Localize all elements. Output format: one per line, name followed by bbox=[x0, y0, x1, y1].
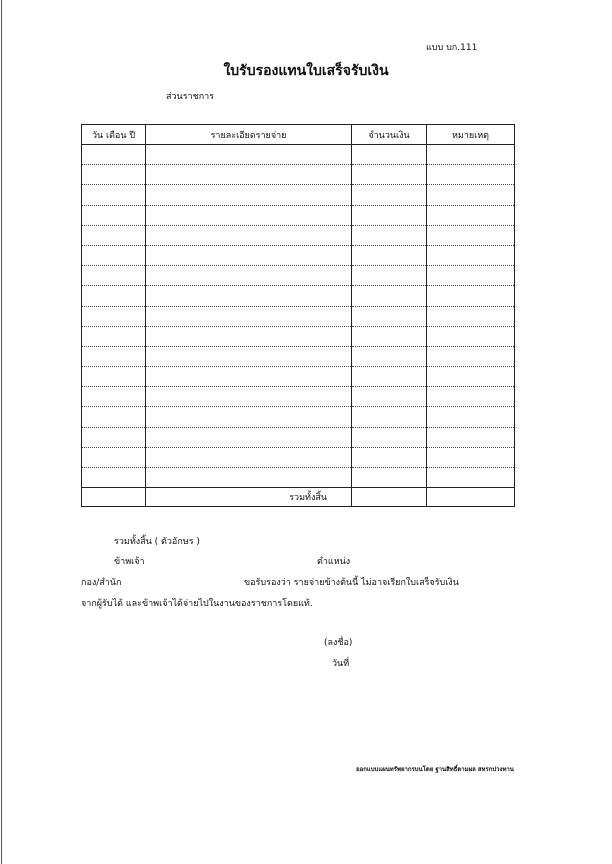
date-cell bbox=[82, 326, 146, 346]
remarks-cell bbox=[427, 145, 515, 165]
details-cell bbox=[146, 286, 352, 306]
table-row bbox=[82, 346, 515, 366]
details-cell bbox=[146, 427, 352, 447]
date-cell bbox=[82, 447, 146, 467]
date-cell bbox=[82, 367, 146, 387]
table-row bbox=[82, 145, 515, 165]
amount-cell bbox=[352, 326, 427, 346]
total-remarks-cell bbox=[427, 488, 515, 507]
remarks-cell bbox=[427, 185, 515, 205]
remarks-cell bbox=[427, 387, 515, 407]
amount-cell bbox=[352, 427, 427, 447]
table-row bbox=[82, 286, 515, 306]
date-cell bbox=[82, 286, 146, 306]
amount-cell bbox=[352, 205, 427, 225]
date-cell bbox=[82, 387, 146, 407]
date-cell bbox=[82, 165, 146, 185]
table-row bbox=[82, 245, 515, 265]
amount-cell bbox=[352, 286, 427, 306]
date-cell bbox=[82, 427, 146, 447]
amount-cell bbox=[352, 306, 427, 326]
remarks-cell bbox=[427, 165, 515, 185]
certify-text-2: จากผู้รับได้ และข้าพเจ้าได้จ่ายไปในงานของราชการโดยแท้. bbox=[81, 599, 313, 609]
table-row bbox=[82, 165, 515, 185]
signature-label: (ลงชื่อ) bbox=[324, 638, 353, 648]
table-row bbox=[82, 468, 515, 488]
col-header-amount: จำนวนเงิน bbox=[352, 125, 427, 145]
amount-cell bbox=[352, 387, 427, 407]
remarks-cell bbox=[427, 326, 515, 346]
date-cell bbox=[82, 225, 146, 245]
total-label: รวมทั้งสิ้น bbox=[146, 488, 352, 507]
i-label: ข้าพเจ้า bbox=[114, 557, 145, 567]
date-cell bbox=[82, 346, 146, 366]
amount-cell bbox=[352, 266, 427, 286]
amount-cell bbox=[352, 407, 427, 427]
col-header-date: วัน เดือน ปี bbox=[82, 125, 146, 145]
table-row bbox=[82, 387, 515, 407]
details-cell bbox=[146, 468, 352, 488]
form-code: แบบ บก.111 bbox=[426, 43, 478, 53]
date-cell bbox=[82, 205, 146, 225]
details-cell bbox=[146, 407, 352, 427]
amount-cell bbox=[352, 468, 427, 488]
amount-cell bbox=[352, 185, 427, 205]
details-cell bbox=[146, 306, 352, 326]
remarks-cell bbox=[427, 266, 515, 286]
details-cell bbox=[146, 225, 352, 245]
col-header-details: รายละเอียดรายจ่าย bbox=[146, 125, 352, 145]
table-row bbox=[82, 205, 515, 225]
table-row bbox=[82, 266, 515, 286]
table-header-row bbox=[82, 125, 515, 145]
date-cell bbox=[82, 185, 146, 205]
details-cell bbox=[146, 245, 352, 265]
remarks-cell bbox=[427, 225, 515, 245]
remarks-cell bbox=[427, 346, 515, 366]
details-cell bbox=[146, 145, 352, 165]
total-in-words-label: รวมทั้งสิ้น ( ตัวอักษร ) bbox=[114, 537, 200, 547]
position-label: ตำแหน่ง bbox=[317, 557, 351, 567]
date-cell bbox=[82, 145, 146, 165]
remarks-cell bbox=[427, 286, 515, 306]
date-cell bbox=[82, 407, 146, 427]
table-row bbox=[82, 447, 515, 467]
remarks-cell bbox=[427, 447, 515, 467]
page-title: ใบรับรองแทนใบเสร็จรับเงิน bbox=[223, 63, 389, 79]
details-cell bbox=[146, 266, 352, 286]
table-row bbox=[82, 225, 515, 245]
division-label: กอง/สำนัก bbox=[81, 578, 122, 588]
total-amount-cell bbox=[352, 488, 427, 507]
details-cell bbox=[146, 185, 352, 205]
amount-cell bbox=[352, 367, 427, 387]
total-date-cell bbox=[82, 488, 146, 507]
department-label: ส่วนราชการ bbox=[166, 92, 215, 102]
amount-cell bbox=[352, 346, 427, 366]
page-left-border bbox=[1, 0, 2, 864]
col-header-remarks: หมายเหตุ bbox=[427, 125, 515, 145]
remarks-cell bbox=[427, 367, 515, 387]
details-cell bbox=[146, 346, 352, 366]
remarks-cell bbox=[427, 407, 515, 427]
table-row bbox=[82, 367, 515, 387]
details-cell bbox=[146, 165, 352, 185]
date-cell bbox=[82, 266, 146, 286]
table-row bbox=[82, 427, 515, 447]
remarks-cell bbox=[427, 427, 515, 447]
table-total-row bbox=[82, 488, 515, 507]
remarks-cell bbox=[427, 205, 515, 225]
details-cell bbox=[146, 447, 352, 467]
remarks-cell bbox=[427, 468, 515, 488]
details-cell bbox=[146, 367, 352, 387]
remarks-cell bbox=[427, 245, 515, 265]
date-cell bbox=[82, 306, 146, 326]
amount-cell bbox=[352, 145, 427, 165]
amount-cell bbox=[352, 165, 427, 185]
details-cell bbox=[146, 205, 352, 225]
footer-credit: ออกแบบแผนทรัพยากรบนโดย ฐานสิทธิ์ตามผล สหรกปวงทาน bbox=[356, 766, 514, 773]
table-row bbox=[82, 185, 515, 205]
amount-cell bbox=[352, 225, 427, 245]
amount-cell bbox=[352, 447, 427, 467]
date-label: วันที่ bbox=[332, 659, 350, 669]
expense-table bbox=[81, 124, 515, 507]
date-cell bbox=[82, 468, 146, 488]
details-cell bbox=[146, 387, 352, 407]
table-row bbox=[82, 306, 515, 326]
remarks-cell bbox=[427, 306, 515, 326]
table-row bbox=[82, 407, 515, 427]
date-cell bbox=[82, 245, 146, 265]
amount-cell bbox=[352, 245, 427, 265]
details-cell bbox=[146, 326, 352, 346]
table-row bbox=[82, 326, 515, 346]
certify-text: ขอรับรองว่า รายจ่ายข้างต้นนี้ ไม่อาจเรียกใบเสร็จรับเงิน bbox=[244, 578, 459, 588]
